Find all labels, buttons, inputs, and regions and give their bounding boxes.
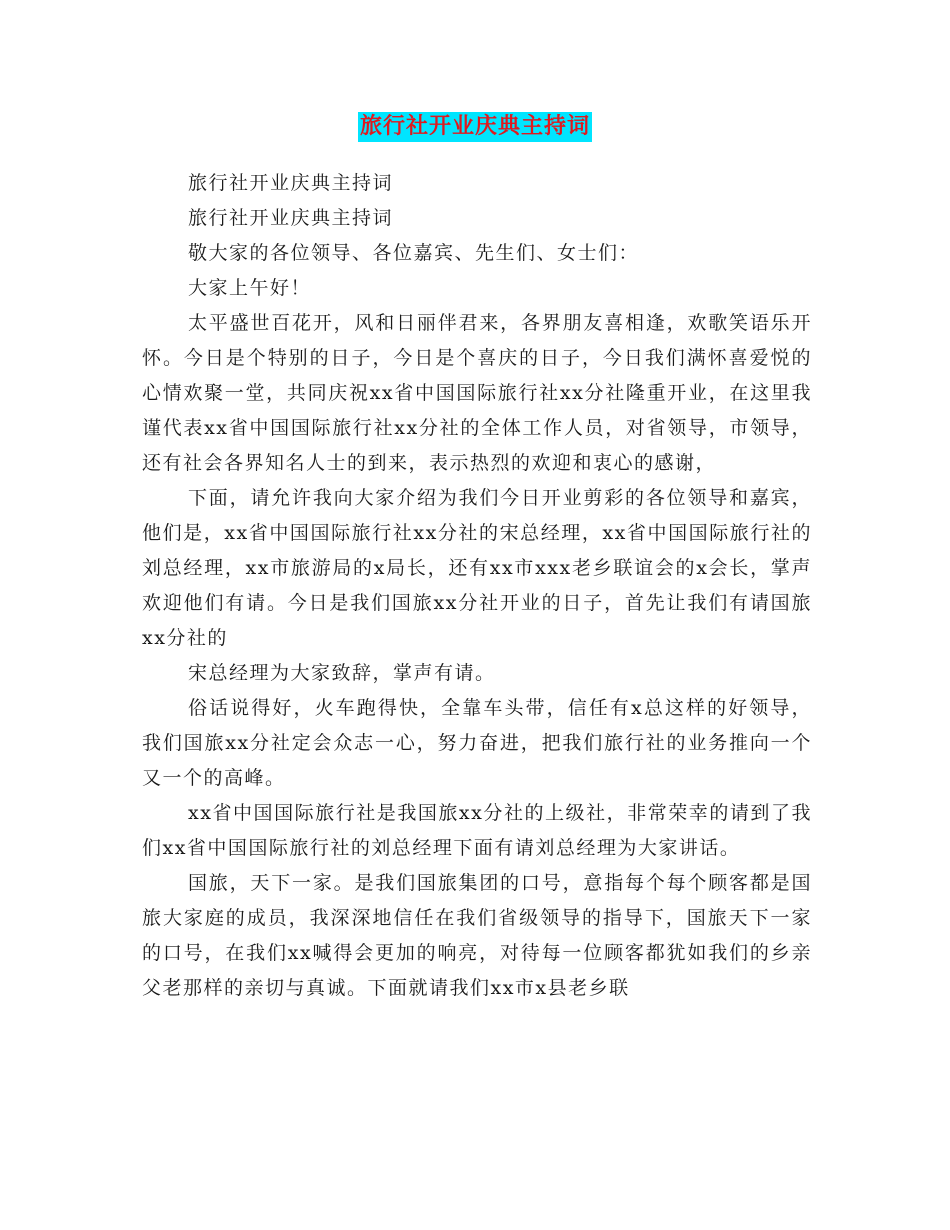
paragraph: 下面，请允许我向大家介绍为我们今日开业剪彩的各位领导和嘉宾，他们是，xx省中国国际旅行社xx分社的宋总经理，xx省中国国际旅行社的刘总经理，xx市旅游局的x局长，还有xx市xxx老乡联谊会的x会长，掌声欢迎他们有请。今日是我们国旅xx分社开业的日子，首先让我们有请国旅xx分社的 bbox=[142, 487, 812, 649]
paragraph: 大家上午好！ bbox=[188, 277, 312, 299]
paragraph: xx省中国国际旅行社是我国旅xx分社的上级社，非常荣幸的请到了我们xx省中国国际旅行社的刘总经理下面有请刘总经理为大家讲话。 bbox=[142, 802, 812, 859]
document-body bbox=[142, 166, 812, 1006]
paragraph: 太平盛世百花开，风和日丽伴君来，各界朋友喜相逢，欢歌笑语乐开怀。今日是个特别的日子，今日是个喜庆的日子，今日我们满怀喜爱悦的心情欢聚一堂，共同庆祝xx省中国国际旅行社xx分社隆重开业，在这里我谨代表xx省中国国际旅行社xx分社的全体工作人员，对省领导，市领导，还有社会各界知名人士的到来，表示热烈的欢迎和衷心的感谢， bbox=[142, 312, 812, 474]
document-title: 旅行社开业庆典主持词 bbox=[358, 112, 592, 142]
paragraph: 旅行社开业庆典主持词 bbox=[188, 207, 394, 229]
paragraph: 俗话说得好，火车跑得快，全靠车头带，信任有x总这样的好领导，我们国旅xx分社定会众志一心，努力奋进，把我们旅行社的业务推向一个又一个的高峰。 bbox=[142, 697, 812, 789]
paragraph: 旅行社开业庆典主持词 bbox=[188, 172, 394, 194]
paragraph: 敬大家的各位领导、各位嘉宾、先生们、女士们： bbox=[188, 242, 640, 264]
paragraph: 国旅，天下一家。是我们国旅集团的口号，意指每个每个顾客都是国旅大家庭的成员，我深深地信任在我们省级领导的指导下，国旅天下一家的口号，在我们xx喊得会更加的响亮，对待每一位顾客都犹如我们的乡亲父老那样的亲切与真诚。下面就请我们xx市x县老乡联 bbox=[142, 872, 812, 999]
paragraph: 宋总经理为大家致辞，掌声有请。 bbox=[188, 662, 496, 684]
title-wrap bbox=[0, 112, 950, 142]
